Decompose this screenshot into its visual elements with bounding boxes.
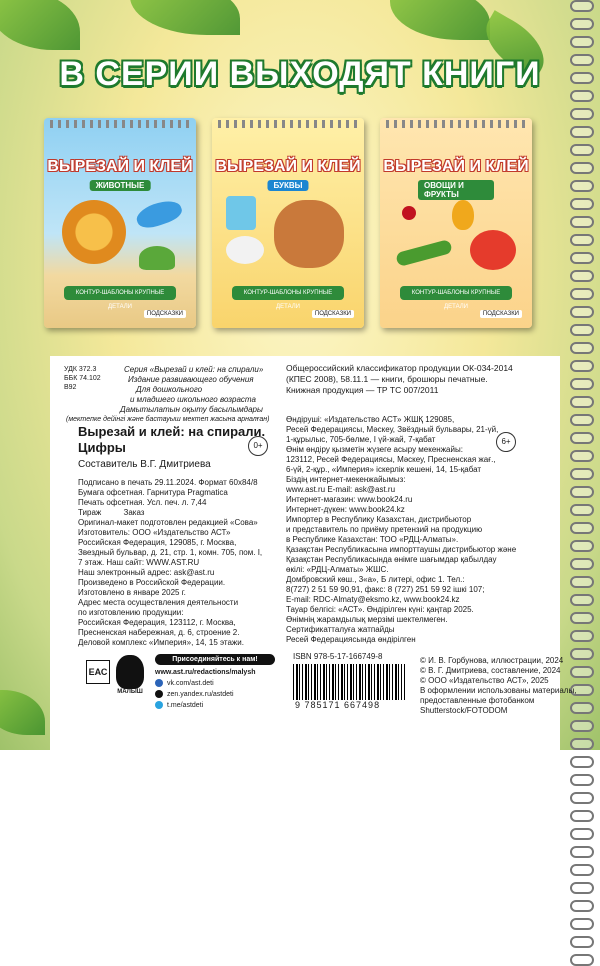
kz-line: Ресей Федерациясында өндірілген: [286, 635, 416, 644]
series-line: и младшего школьного возраста: [130, 395, 256, 404]
imprint-line: Звездный бульвар, д. 21, стр. 1, комн. 705, пом. I,: [78, 548, 263, 557]
kz-line: Сертификатталуға жатпайды: [286, 625, 395, 634]
eac-logo: ЕАС: [86, 660, 110, 684]
social-link-vk[interactable]: vk.com/ast.deti: [155, 678, 275, 689]
book-cover-letters: [212, 118, 364, 328]
series-line: Серия «Вырезай и клей: на спирали»: [124, 365, 264, 374]
kz-line: Өндіруші: «Издательство АСТ» ЖШҚ 129085,: [286, 415, 455, 424]
imprint-line: Пресненская набережная, д. 6, строение 2.: [78, 628, 240, 637]
imprint-line: Подписано в печать 29.11.2024. Формат 60х84/8: [78, 478, 258, 487]
cherry-illustration: [402, 206, 416, 220]
kz-line: Домбровский көш., 3«а», Б литері, офис 1. Тел.:: [286, 575, 465, 584]
imprint-line: Российская Федерация, 123112, г. Москва,: [78, 618, 236, 627]
book-strip: КОНТУР-ШАБЛОНЫ КРУПНЫЕ ДЕТАЛИ: [400, 286, 512, 300]
book-tip: ПОДСКАЗКИ: [312, 310, 354, 318]
kz-line: Қазақстан Республикасына импорттаушы дистрибьютор және: [286, 545, 517, 554]
kz-line: 1-құрылыс, 705-бөлме, I үй-жай, 7-қабат: [286, 435, 436, 444]
book-title: ВЫРЕЗАЙ И КЛЕЙ: [47, 158, 193, 175]
imprint-line: Российская Федерация, 129085, г. Москва,: [78, 538, 237, 547]
kz-line: Қазақстан Республикасында өнімге шағымдар қабылдау: [286, 555, 497, 564]
copyright-line: предоставленные фотобанком: [420, 696, 535, 705]
kz-line: в Республике Казахстан: ТОО «РДЦ-Алматы».: [286, 535, 459, 544]
book-title: ВЫРЕЗАЙ И КЛЕЙ: [383, 158, 529, 175]
kz-line: 6-үй, 2-құр., «Империя» іскерлік кешені, 14, 15-қабат: [286, 465, 482, 474]
imprint-line: Деловой комплекс «Империя», 14, 15 этажи.: [78, 638, 244, 647]
book-subtitle: ОВОЩИ И ФРУКТЫ: [418, 180, 494, 200]
age-rating-badge-kz: 6+: [496, 432, 516, 452]
book-tip: ПОДСКАЗКИ: [480, 310, 522, 318]
series-line: (мектепке дейінгі және бастауыш мектеп жасына арналған): [66, 416, 270, 423]
series-line: Издание развивающего обучения: [128, 375, 254, 384]
series-line: Для дошкольного: [136, 385, 203, 394]
bear-illustration: [274, 200, 344, 268]
tomato-illustration: [470, 230, 516, 270]
kz-line: Интернет-магазин: www.book24.ru: [286, 495, 413, 504]
kz-line: Интернет-дүкен: www.book24.kz: [286, 505, 405, 514]
book-cover-animals: [44, 118, 196, 328]
dolphin-illustration: [134, 196, 185, 232]
letter-illustration: [226, 196, 256, 230]
lion-illustration: [62, 200, 126, 264]
social-link-telegram[interactable]: t.me/astdeti: [155, 700, 275, 711]
kz-line: 8(727) 2 51 59 90,91, факс: 8 (727) 251 59 92 ішкі 107;: [286, 585, 485, 594]
book-strip: КОНТУР-ШАБЛОНЫ КРУПНЫЕ ДЕТАЛИ: [232, 286, 344, 300]
telegram-icon: [155, 701, 163, 709]
compiler: Составитель В.Г. Дмитриева: [78, 459, 211, 470]
kz-line: E-mail: RDC-Almaty@eksmo.kz, www.book24.kz: [286, 595, 460, 604]
book-cover-vegetables: [380, 118, 532, 328]
kz-line: Импортер в Республику Казахстан, дистрибьютор: [286, 515, 472, 524]
copyright-line: © В. Г. Дмитриева, составление, 2024: [420, 666, 561, 675]
classifier-line: (КПЕС 2008), 58.11.1 — книги, брошюры печатные.: [286, 374, 488, 384]
imprint-line: по изготовлению продукции:: [78, 608, 184, 617]
spiral-binding: [570, 0, 594, 750]
imprint-line: Изготовитель: ООО «Издательство АСТ»: [78, 528, 231, 537]
imprint-line: Печать офсетная. Усл. печ. л. 7,44: [78, 498, 207, 507]
kz-line: Біздің интернет-мекенжайымыз:: [286, 475, 406, 484]
imprint-line: Бумага офсетная. Гарнитура Pragmatica: [78, 488, 228, 497]
kz-line: Өнімнің жарамдылық мерзімі шектелмеген.: [286, 615, 448, 624]
brand-name: МАЛЫШ: [117, 689, 143, 695]
pear-illustration: [452, 200, 474, 230]
kz-line: 123112, Ресей Федерациясы, Мәскеу, Пресненская жағ.,: [286, 455, 496, 464]
kz-line: www.ast.ru E-mail: ask@ast.ru: [286, 485, 396, 494]
join-label: Присоединяйтесь к нам!: [155, 654, 275, 665]
book-title-line: Цифры: [78, 440, 126, 455]
imprint-line: Оригинал-макет подготовлен редакцией «Сова»: [78, 518, 258, 527]
udk-code: УДК 372.3: [64, 366, 97, 373]
series-headline: В СЕРИИ ВЫХОДЯТ КНИГИ: [59, 55, 541, 93]
age-rating-badge: 0+: [248, 436, 268, 456]
zen-icon: [155, 690, 163, 698]
join-url[interactable]: www.ast.ru/redactions/malysh: [155, 669, 256, 676]
book-title-line: Вырезай и клей: на спирали.: [78, 424, 266, 439]
classifier-line: Общероссийский классификатор продукции ОК-034-2014: [286, 363, 513, 373]
book-tip: ПОДСКАЗКИ: [144, 310, 186, 318]
vk-icon: [155, 679, 163, 687]
social-link-zen[interactable]: zen.yandex.ru/astdeti: [155, 689, 275, 700]
author-mark: В92: [64, 384, 77, 391]
kz-line: Ресей Федерациясы, Мәскеу, Звёздный бульвары, 21-үй,: [286, 425, 499, 434]
kz-line: и представитель по приёму претензий на продукцию: [286, 525, 483, 534]
imprint-line: 7 этаж. Наш сайт: WWW.AST.RU: [78, 558, 200, 567]
copyright-line: В оформлении использованы материалы,: [420, 686, 577, 695]
isbn: ISBN 978-5-17-166749-8: [293, 652, 383, 661]
book-subtitle: БУКВЫ: [267, 180, 308, 191]
seagull-illustration: [226, 236, 264, 264]
bbk-code: ББК 74.102: [64, 375, 101, 382]
kz-line: Өнім өндіру қызметін жүзеге асыру мекенжайы:: [286, 445, 463, 454]
imprint-line: Наш электронный адрес: ask@ast.ru: [78, 568, 215, 577]
cucumber-illustration: [395, 239, 453, 267]
imprint-line: Произведено в Российской Федерации.: [78, 578, 226, 587]
barcode-digits: 9 785171 667498: [295, 700, 381, 710]
turtle-illustration: [139, 246, 175, 270]
kz-line: өкілі: «РДЦ-Алматы» ЖШС.: [286, 565, 389, 574]
series-line: Дамытылатын оқыту басылымдары: [120, 405, 263, 414]
imprint-line: Изготовлено в январе 2025 г.: [78, 588, 186, 597]
imprint-line: Тираж Заказ: [78, 508, 145, 517]
kz-line: Тауар белгісі: «АСТ». Өндірілген күні: қаңтар 2025.: [286, 605, 474, 614]
imprint-line: Адрес места осуществления деятельности: [78, 598, 239, 607]
copyright-line: © ООО «Издательство АСТ», 2025: [420, 676, 549, 685]
book-subtitle: ЖИВОТНЫЕ: [90, 180, 151, 191]
classifier-line: Книжная продукция — ТР ТС 007/2011: [286, 385, 439, 395]
copyright-line: Shutterstock/FOTODOM: [420, 706, 508, 715]
barcode: [293, 652, 413, 710]
cat-mascot-icon: [116, 655, 144, 689]
barcode-bars: [293, 664, 405, 700]
malysh-logo: [112, 655, 148, 703]
book-title: ВЫРЕЗАЙ И КЛЕЙ: [215, 158, 361, 175]
book-strip: КОНТУР-ШАБЛОНЫ КРУПНЫЕ ДЕТАЛИ: [64, 286, 176, 300]
copyright-line: © И. В. Горбунова, иллюстрации, 2024: [420, 656, 564, 665]
